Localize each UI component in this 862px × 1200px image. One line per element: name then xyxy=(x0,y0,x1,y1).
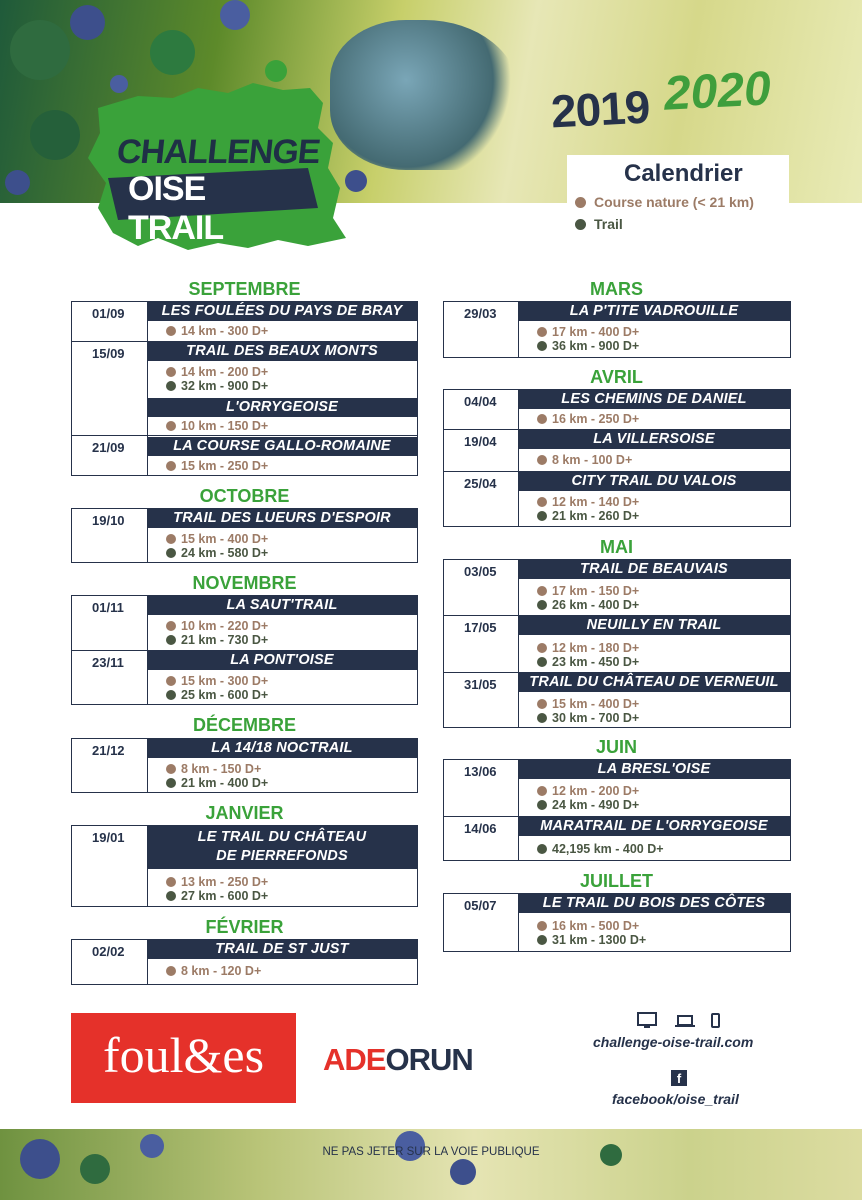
race-distance: 17 km - 400 D+ xyxy=(537,325,639,340)
race-date: 21/09 xyxy=(92,440,125,455)
race-date: 01/11 xyxy=(92,600,124,615)
nature-dot-icon xyxy=(166,421,176,431)
trail-dot-icon xyxy=(537,713,547,723)
nature-dot-icon xyxy=(166,877,176,887)
race-title xyxy=(147,826,417,869)
month-heading-janvier: JANVIER xyxy=(205,803,284,823)
race-title: NEUILLY EN TRAIL xyxy=(518,616,790,635)
season-year-end: 2020 xyxy=(662,62,773,121)
website-link[interactable]: challenge-oise-trail.com xyxy=(593,1034,754,1050)
race-distance: 21 km - 400 D+ xyxy=(166,776,268,791)
trail-dot-icon xyxy=(537,844,547,854)
race-title: LA BRESL'OISE xyxy=(518,760,790,779)
trail-dot-icon xyxy=(537,600,547,610)
race-distance: 21 km - 260 D+ xyxy=(537,509,639,524)
trail-dot-icon xyxy=(166,381,176,391)
month-heading-juillet: JUILLET xyxy=(579,871,653,891)
nature-dot-icon xyxy=(537,327,547,337)
month-heading-septembre: SEPTEMBRE xyxy=(188,279,301,299)
race-distance: 12 km - 140 D+ xyxy=(537,495,639,510)
race-distance: 21 km - 730 D+ xyxy=(166,633,268,648)
trail-dot-icon xyxy=(537,800,547,810)
trail-dot-icon xyxy=(166,548,176,558)
race-distance: 17 km - 150 D+ xyxy=(537,584,639,599)
race-title: LA VILLERSOISE xyxy=(518,430,790,449)
race-date: 02/02 xyxy=(92,944,125,959)
race-title: L'ORRYGEOISE xyxy=(147,398,417,417)
race-distance: 14 km - 200 D+ xyxy=(166,365,268,380)
race-date: 05/07 xyxy=(464,898,497,913)
race-date: 04/04 xyxy=(464,394,497,409)
nature-dot-icon xyxy=(537,643,547,653)
month-heading-decembre: DÉCEMBRE xyxy=(192,715,296,735)
trail-dot-icon xyxy=(575,219,586,230)
footer-notice: NE PAS JETER SUR LA VOIE PUBLIQUE xyxy=(322,1146,540,1158)
race-title: LA PONT'OISE xyxy=(147,651,417,670)
race-title: LES FOULÉES DU PAYS DE BRAY xyxy=(147,302,417,321)
race-title: MARATRAIL DE L'ORRYGEOISE xyxy=(518,817,790,836)
race-distance: 15 km - 400 D+ xyxy=(537,697,639,712)
race-distance: 12 km - 180 D+ xyxy=(537,641,639,656)
race-date: 23/11 xyxy=(92,655,124,670)
divider xyxy=(518,559,519,728)
runner-shoe-image xyxy=(330,20,520,170)
race-title: TRAIL DES BEAUX MONTS xyxy=(147,342,417,361)
race-distance: 15 km - 250 D+ xyxy=(166,459,268,474)
race-distance: 16 km - 500 D+ xyxy=(537,919,639,934)
race-distance: 8 km - 100 D+ xyxy=(537,453,632,468)
race-date: 21/12 xyxy=(92,743,125,758)
facebook-icon: f xyxy=(671,1070,687,1086)
race-distance: 15 km - 300 D+ xyxy=(166,674,268,689)
logo-oise-trail-text: OISE TRAIL xyxy=(128,170,224,247)
nature-dot-icon xyxy=(537,455,547,465)
race-title: TRAIL DE BEAUVAIS xyxy=(518,560,790,579)
race-title: LA 14/18 NOCTRAIL xyxy=(147,739,417,758)
race-date: 29/03 xyxy=(464,306,497,321)
legend-nature xyxy=(575,194,754,210)
month-heading-fevrier: FÉVRIER xyxy=(205,917,284,937)
race-date: 13/06 xyxy=(464,764,497,779)
nature-dot-icon xyxy=(166,326,176,336)
race-distance: 36 km - 900 D+ xyxy=(537,339,639,354)
race-date: 15/09 xyxy=(92,346,125,361)
race-title: CITY TRAIL DU VALOIS xyxy=(518,472,790,491)
race-title-line1: LE TRAIL DU CHÂTEAU xyxy=(197,829,367,845)
month-heading-mars: MARS xyxy=(590,279,643,299)
race-title: LA COURSE GALLO-ROMAINE xyxy=(147,437,417,456)
race-title: TRAIL DE ST JUST xyxy=(147,940,417,959)
divider xyxy=(71,435,418,436)
nature-dot-icon xyxy=(166,367,176,377)
race-distance: 25 km - 600 D+ xyxy=(166,688,268,703)
foulees-sponsor-logo: foul&es xyxy=(71,1013,296,1103)
race-title-line2: DE PIERREFONDS xyxy=(216,848,348,864)
nature-dot-icon xyxy=(537,786,547,796)
divider xyxy=(518,389,519,527)
race-distance: 10 km - 220 D+ xyxy=(166,619,268,634)
race-date: 19/04 xyxy=(464,434,497,449)
month-heading-novembre: NOVEMBRE xyxy=(192,573,297,593)
nature-dot-icon xyxy=(537,586,547,596)
race-distance: 13 km - 250 D+ xyxy=(166,875,268,890)
race-title: LES CHEMINS DE DANIEL xyxy=(518,390,790,409)
race-distance: 26 km - 400 D+ xyxy=(537,598,639,613)
smartphone-icon xyxy=(712,1014,719,1027)
nature-dot-icon xyxy=(537,414,547,424)
race-distance: 31 km - 1300 D+ xyxy=(537,933,646,948)
race-distance: 23 km - 450 D+ xyxy=(537,655,639,670)
trail-dot-icon xyxy=(537,341,547,351)
nature-dot-icon xyxy=(166,534,176,544)
race-distance: 42,195 km - 400 D+ xyxy=(537,842,664,857)
race-date: 14/06 xyxy=(464,821,497,836)
footer-banner xyxy=(0,1129,862,1200)
trail-dot-icon xyxy=(537,511,547,521)
race-date: 31/05 xyxy=(464,677,497,692)
race-date: 03/05 xyxy=(464,564,497,579)
logo-challenge-text: CHALLENGE xyxy=(115,133,322,171)
trail-dot-icon xyxy=(537,935,547,945)
race-distance: 30 km - 700 D+ xyxy=(537,711,639,726)
nature-dot-icon xyxy=(166,461,176,471)
race-distance: 8 km - 150 D+ xyxy=(166,762,261,777)
race-date: 17/05 xyxy=(464,620,497,635)
race-title: LE TRAIL DU BOIS DES CÔTES xyxy=(518,894,790,913)
legend-title: Calendrier xyxy=(624,160,743,187)
nature-dot-icon xyxy=(575,197,586,208)
trail-dot-icon xyxy=(537,657,547,667)
race-date: 01/09 xyxy=(92,306,125,321)
race-title: TRAIL DU CHÂTEAU DE VERNEUIL xyxy=(518,673,790,692)
laptop-icon xyxy=(675,1016,695,1027)
trail-dot-icon xyxy=(166,891,176,901)
race-distance: 8 km - 120 D+ xyxy=(166,964,261,979)
month-heading-juin: JUIN xyxy=(595,737,637,757)
trail-dot-icon xyxy=(166,690,176,700)
race-distance: 16 km - 250 D+ xyxy=(537,412,639,427)
month-heading-mai: MAI xyxy=(600,537,633,557)
race-distance: 12 km - 200 D+ xyxy=(537,784,639,799)
race-date: 19/10 xyxy=(92,513,125,528)
nature-dot-icon xyxy=(166,966,176,976)
trail-dot-icon xyxy=(166,778,176,788)
race-distance: 32 km - 900 D+ xyxy=(166,379,268,394)
race-distance: 10 km - 150 D+ xyxy=(166,419,268,434)
facebook-link[interactable]: facebook/oise_trail xyxy=(612,1091,739,1107)
adeorun-sponsor-logo: ADEORUN xyxy=(323,1042,473,1077)
race-date: 25/04 xyxy=(464,476,497,491)
race-distance: 24 km - 580 D+ xyxy=(166,546,268,561)
race-title: LA SAUT'TRAIL xyxy=(147,596,417,615)
race-distance: 14 km - 300 D+ xyxy=(166,324,268,339)
desktop-icon xyxy=(638,1013,656,1028)
season-year-start: 2019 xyxy=(549,80,651,138)
race-distance: 24 km - 490 D+ xyxy=(537,798,639,813)
legend-nature-label: Course nature (< 21 km) xyxy=(594,194,754,210)
month-heading-avril: AVRIL xyxy=(590,367,643,387)
nature-dot-icon xyxy=(166,676,176,686)
race-distance: 27 km - 600 D+ xyxy=(166,889,268,904)
race-date: 19/01 xyxy=(92,830,125,845)
race-title: LA P'TITE VADROUILLE xyxy=(518,302,790,321)
race-distance: 15 km - 400 D+ xyxy=(166,532,268,547)
nature-dot-icon xyxy=(166,621,176,631)
nature-dot-icon xyxy=(537,497,547,507)
month-heading-octobre: OCTOBRE xyxy=(199,486,290,506)
race-title: TRAIL DES LUEURS D'ESPOIR xyxy=(147,509,417,528)
nature-dot-icon xyxy=(537,699,547,709)
legend-trail xyxy=(575,216,623,232)
nature-dot-icon xyxy=(537,921,547,931)
nature-dot-icon xyxy=(166,764,176,774)
device-icons xyxy=(636,1012,726,1030)
trail-dot-icon xyxy=(166,635,176,645)
legend-trail-label: Trail xyxy=(594,216,623,232)
